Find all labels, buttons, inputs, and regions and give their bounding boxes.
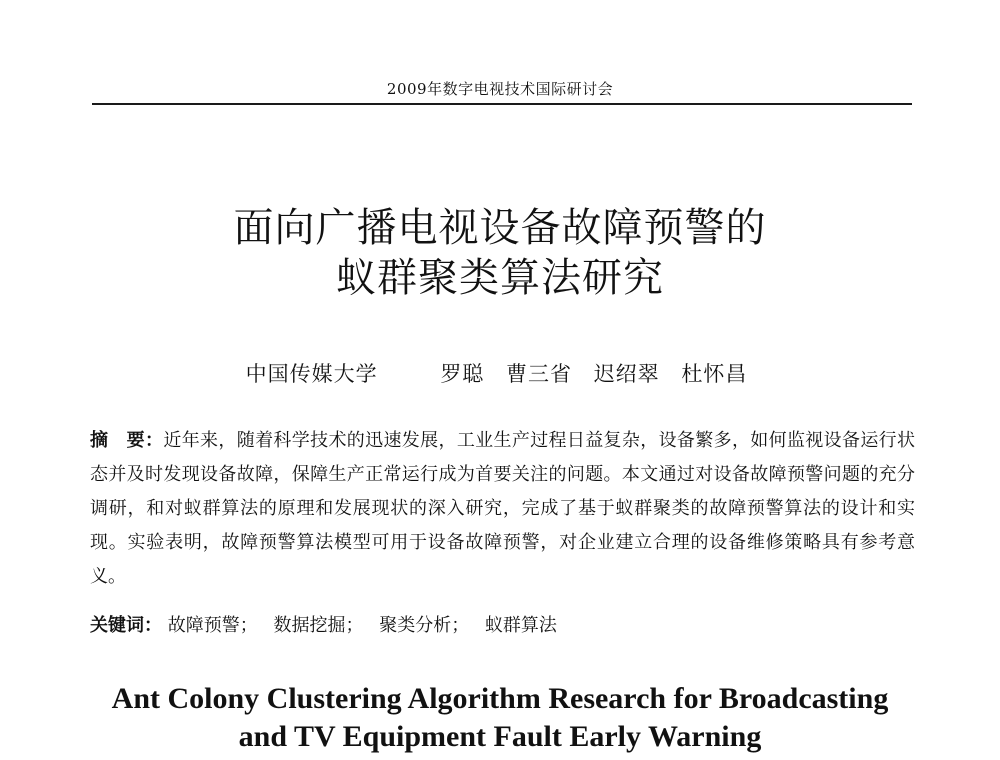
running-header: 2009年数字电视技术国际研讨会 xyxy=(386,80,614,98)
abstract xyxy=(90,424,915,594)
abstract-text: 近年来，随着科学技术的迅速发展，工业生产过程日益复杂，设备繁多，如何监视设备运行状态并及时发现设备故障，保障生产正常运行成为首要关注的问题。本文通过对设备故障预警问题的充分调研，和对蚁群算法的原理和发展现状的深入研究，完成了基于蚁群聚类的故障预警算法的设计和实现。实验表明，故障预警算法模型可用于设备故障预警，对企业建立合理的设备维修策略具有参考意义。 xyxy=(90,430,916,587)
keyword: 聚类分析； xyxy=(379,615,470,636)
chinese-title xyxy=(0,203,1000,303)
keywords xyxy=(90,612,915,640)
author-name: 迟绍翠 xyxy=(593,362,660,386)
author-name: 罗聪 xyxy=(440,362,485,386)
author-name: 曹三省 xyxy=(506,362,572,386)
chinese-title-line-2: 蚁群聚类算法研究 xyxy=(336,255,664,301)
keyword: 蚁群算法 xyxy=(484,615,557,636)
keywords-label: 关键词： xyxy=(90,615,162,636)
english-title-line-2: and TV Equipment Fault Early Warning xyxy=(238,720,762,753)
chinese-title-line-1: 面向广播电视设备故障预警的 xyxy=(233,205,767,251)
affiliation: 中国传媒大学 xyxy=(245,362,378,386)
english-title-line-1: Ant Colony Clustering Algorithm Research for Broadcasting xyxy=(111,682,889,715)
abstract-label: 摘 要： xyxy=(90,430,164,451)
keyword: 故障预警； xyxy=(167,615,258,636)
keyword: 数据挖掘； xyxy=(273,615,364,636)
author-name: 杜怀昌 xyxy=(681,362,748,386)
author-line xyxy=(0,358,1000,388)
english-title xyxy=(0,680,1000,756)
header-rule xyxy=(92,103,912,105)
